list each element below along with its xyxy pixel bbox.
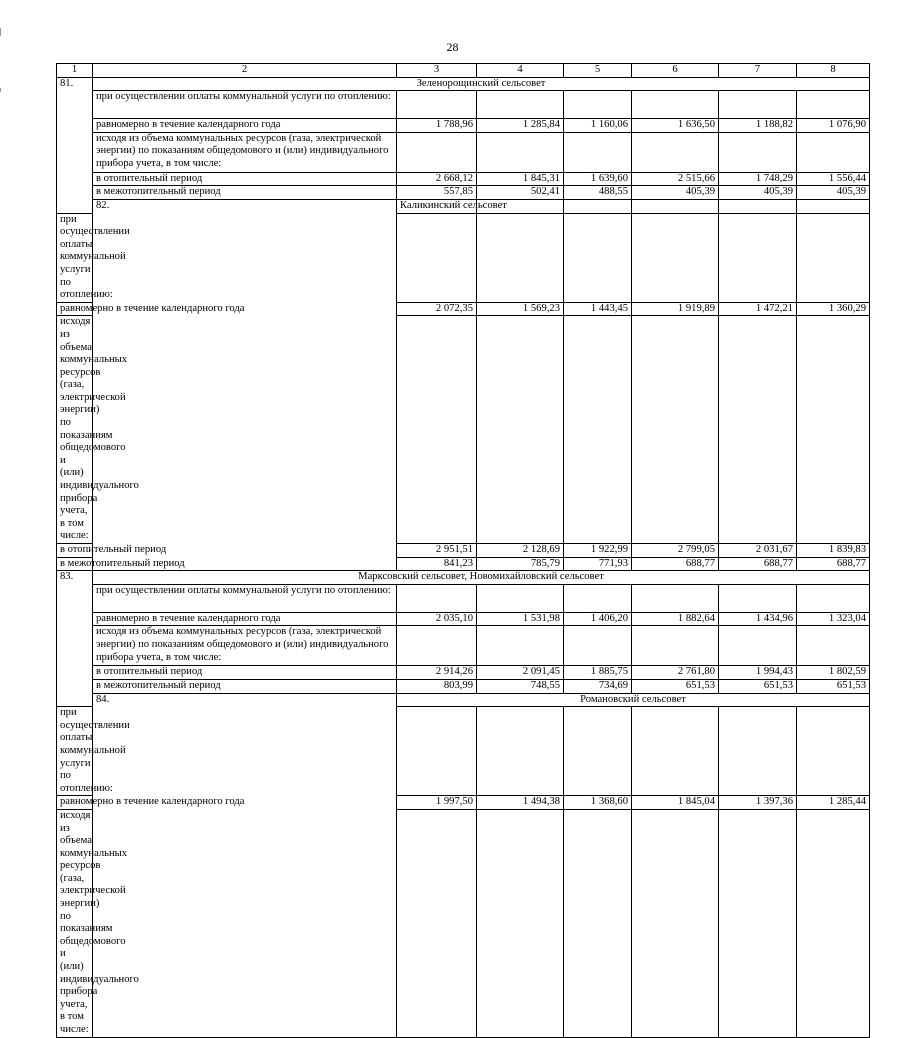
empty-cell bbox=[797, 707, 870, 796]
empty-cell bbox=[477, 132, 564, 172]
row-label: в межотопительный период bbox=[93, 186, 397, 200]
column-number-cell: 1 bbox=[57, 64, 93, 78]
value-cell: 1 556,44 bbox=[797, 172, 870, 186]
empty-cell bbox=[397, 809, 477, 1037]
column-number-cell: 2 bbox=[93, 64, 397, 78]
value-cell: 803,99 bbox=[397, 679, 477, 693]
empty-cell bbox=[719, 316, 797, 544]
empty-cell bbox=[477, 91, 564, 119]
value-cell: 2 914,26 bbox=[397, 666, 477, 680]
empty-cell bbox=[719, 584, 797, 612]
value-cell: 2 761,80 bbox=[632, 666, 719, 680]
empty-cell bbox=[797, 584, 870, 612]
row-label: в межотопительный период bbox=[93, 679, 397, 693]
value-cell: 405,39 bbox=[797, 186, 870, 200]
empty-cell bbox=[632, 707, 719, 796]
empty-cell bbox=[797, 626, 870, 666]
value-cell: 1 494,38 bbox=[477, 796, 564, 810]
metering-basis-label-row bbox=[57, 132, 870, 172]
scan-margin-mark bbox=[0, 88, 1, 92]
value-cell: 688,77 bbox=[797, 557, 870, 571]
value-cell: 841,23 bbox=[397, 557, 477, 571]
non-heating-period-row bbox=[57, 557, 870, 571]
value-cell: 688,77 bbox=[719, 557, 797, 571]
row-label: при осуществлении оплаты коммунальной услуги по отоплению: bbox=[93, 91, 397, 119]
non-heating-period-row bbox=[57, 186, 870, 200]
value-cell: 1 922,99 bbox=[564, 544, 632, 558]
column-number-cell: 8 bbox=[797, 64, 870, 78]
value-cell: 1 919,89 bbox=[632, 302, 719, 316]
empty-cell bbox=[632, 91, 719, 119]
empty-cell bbox=[564, 199, 632, 213]
column-number-cell: 6 bbox=[632, 64, 719, 78]
row-label: исходя из объема коммунальных ресурсов (газа, электрической энергии) по показаниям общедомового и (или) индивидуального прибора учета, в том числе: bbox=[57, 809, 93, 1037]
value-cell: 502,41 bbox=[477, 186, 564, 200]
value-cell: 1 434,96 bbox=[719, 612, 797, 626]
value-cell: 1 845,31 bbox=[477, 172, 564, 186]
value-cell: 1 285,84 bbox=[477, 119, 564, 133]
empty-cell bbox=[797, 199, 870, 213]
value-cell: 1 569,23 bbox=[477, 302, 564, 316]
row-label: в отопительный период bbox=[57, 544, 93, 558]
row-label: при осуществлении оплаты коммунальной услуги по отоплению: bbox=[57, 707, 93, 796]
value-cell: 1 994,43 bbox=[719, 666, 797, 680]
empty-cell bbox=[397, 316, 477, 544]
empty-cell bbox=[397, 584, 477, 612]
non-heating-period-row bbox=[57, 679, 870, 693]
empty-cell bbox=[719, 132, 797, 172]
value-cell: 557,85 bbox=[397, 186, 477, 200]
value-cell: 1 406,20 bbox=[564, 612, 632, 626]
section-header-row bbox=[57, 199, 870, 213]
value-cell: 651,53 bbox=[632, 679, 719, 693]
value-cell: 405,39 bbox=[719, 186, 797, 200]
value-cell: 1 997,50 bbox=[397, 796, 477, 810]
value-cell: 1 885,75 bbox=[564, 666, 632, 680]
column-number-cell: 4 bbox=[477, 64, 564, 78]
empty-cell bbox=[397, 132, 477, 172]
value-cell: 1 531,98 bbox=[477, 612, 564, 626]
section-number: 82. bbox=[93, 199, 397, 570]
empty-cell bbox=[632, 199, 719, 213]
row-label: исходя из объема коммунальных ресурсов (газа, электрической энергии) по показаниям общедомового и (или) индивидуального прибора учета, в том числе: bbox=[57, 316, 93, 544]
value-cell: 2 668,12 bbox=[397, 172, 477, 186]
tariff-table bbox=[56, 63, 870, 1038]
row-label: исходя из объема коммунальных ресурсов (газа, электрической энергии) по показаниям общедомового и (или) индивидуального прибора учета, в том числе: bbox=[93, 626, 397, 666]
municipality-name: Марксовский сельсовет, Новомихайловский сельсовет bbox=[93, 571, 870, 585]
value-cell: 1 472,21 bbox=[719, 302, 797, 316]
section-number: 83. bbox=[57, 571, 93, 707]
section-header-row bbox=[57, 571, 870, 585]
empty-cell bbox=[477, 626, 564, 666]
value-cell: 1 639,60 bbox=[564, 172, 632, 186]
empty-cell bbox=[719, 213, 797, 302]
empty-cell bbox=[719, 199, 797, 213]
value-cell: 1 845,04 bbox=[632, 796, 719, 810]
value-cell: 651,53 bbox=[797, 679, 870, 693]
empty-cell bbox=[564, 132, 632, 172]
value-cell: 771,93 bbox=[564, 557, 632, 571]
empty-cell bbox=[477, 707, 564, 796]
even-payment-row bbox=[57, 612, 870, 626]
value-cell: 2 799,05 bbox=[632, 544, 719, 558]
value-cell: 2 031,67 bbox=[719, 544, 797, 558]
value-cell: 1 788,96 bbox=[397, 119, 477, 133]
value-cell: 1 160,06 bbox=[564, 119, 632, 133]
value-cell: 1 323,04 bbox=[797, 612, 870, 626]
empty-cell bbox=[797, 132, 870, 172]
section-number: 81. bbox=[57, 77, 93, 213]
empty-cell bbox=[632, 132, 719, 172]
row-label: в отопительный период bbox=[93, 172, 397, 186]
value-cell: 1 188,82 bbox=[719, 119, 797, 133]
value-cell: 1 397,36 bbox=[719, 796, 797, 810]
empty-cell bbox=[564, 809, 632, 1037]
value-cell: 2 072,35 bbox=[397, 302, 477, 316]
empty-cell bbox=[632, 213, 719, 302]
empty-cell bbox=[632, 584, 719, 612]
value-cell: 1 882,64 bbox=[632, 612, 719, 626]
heating-period-row bbox=[57, 172, 870, 186]
row-label: равномерно в течение календарного года bbox=[93, 119, 397, 133]
empty-cell bbox=[564, 707, 632, 796]
value-cell: 2 515,66 bbox=[632, 172, 719, 186]
empty-cell bbox=[397, 626, 477, 666]
even-payment-row bbox=[57, 119, 870, 133]
row-label: при осуществлении оплаты коммунальной услуги по отоплению: bbox=[57, 213, 93, 302]
value-cell: 1 076,90 bbox=[797, 119, 870, 133]
value-cell: 2 091,45 bbox=[477, 666, 564, 680]
value-cell: 2 951,51 bbox=[397, 544, 477, 558]
empty-cell bbox=[397, 707, 477, 796]
value-cell: 785,79 bbox=[477, 557, 564, 571]
section-header-row bbox=[57, 693, 870, 707]
column-number-cell: 3 bbox=[397, 64, 477, 78]
value-cell: 1 839,83 bbox=[797, 544, 870, 558]
value-cell: 488,55 bbox=[564, 186, 632, 200]
metering-basis-label-row bbox=[57, 626, 870, 666]
empty-cell bbox=[797, 91, 870, 119]
value-cell: 1 368,60 bbox=[564, 796, 632, 810]
empty-cell bbox=[719, 809, 797, 1037]
row-label: равномерно в течение календарного года bbox=[57, 796, 93, 810]
empty-cell bbox=[564, 584, 632, 612]
row-label: равномерно в течение календарного года bbox=[93, 612, 397, 626]
municipality-name: Романовский сельсовет bbox=[397, 693, 870, 707]
empty-cell bbox=[797, 809, 870, 1037]
value-cell: 1 443,45 bbox=[564, 302, 632, 316]
column-number-row bbox=[57, 64, 870, 78]
column-number-cell: 5 bbox=[564, 64, 632, 78]
empty-cell bbox=[564, 213, 632, 302]
empty-cell bbox=[632, 626, 719, 666]
value-cell: 1 802,59 bbox=[797, 666, 870, 680]
empty-cell bbox=[797, 316, 870, 544]
value-cell: 651,53 bbox=[719, 679, 797, 693]
value-cell: 1 285,44 bbox=[797, 796, 870, 810]
scan-margin-mark bbox=[0, 28, 1, 36]
row-label: равномерно в течение календарного года bbox=[57, 302, 93, 316]
section-header-row bbox=[57, 77, 870, 91]
empty-cell bbox=[477, 213, 564, 302]
empty-cell bbox=[719, 626, 797, 666]
empty-cell bbox=[564, 316, 632, 544]
value-cell: 2 128,69 bbox=[477, 544, 564, 558]
row-label: в межотопительный период bbox=[57, 557, 93, 571]
empty-cell bbox=[477, 809, 564, 1037]
row-label: при осуществлении оплаты коммунальной услуги по отоплению: bbox=[93, 584, 397, 612]
empty-cell bbox=[632, 809, 719, 1037]
value-cell: 2 035,10 bbox=[397, 612, 477, 626]
empty-cell bbox=[719, 707, 797, 796]
section-number: 84. bbox=[93, 693, 397, 1037]
municipality-name: Зеленорощинский сельсовет bbox=[93, 77, 870, 91]
even-payment-row bbox=[57, 302, 870, 316]
value-cell: 748,55 bbox=[477, 679, 564, 693]
value-cell: 405,39 bbox=[632, 186, 719, 200]
row-label: исходя из объема коммунальных ресурсов (газа, электрической энергии) по показаниям общедомового и (или) индивидуального прибора учета, в том числе: bbox=[93, 132, 397, 172]
value-cell: 1 748,29 bbox=[719, 172, 797, 186]
value-cell: 1 360,29 bbox=[797, 302, 870, 316]
heat-payment-label-row bbox=[57, 91, 870, 119]
empty-cell bbox=[397, 213, 477, 302]
empty-cell bbox=[564, 626, 632, 666]
page-number: 28 bbox=[446, 40, 459, 54]
empty-cell bbox=[477, 584, 564, 612]
heating-period-row bbox=[57, 666, 870, 680]
municipality-name: Каликинский сельсовет bbox=[397, 199, 477, 213]
value-cell: 1 636,50 bbox=[632, 119, 719, 133]
empty-cell bbox=[397, 91, 477, 119]
value-cell: 734,69 bbox=[564, 679, 632, 693]
heat-payment-label-row bbox=[57, 584, 870, 612]
empty-cell bbox=[797, 213, 870, 302]
row-label: в отопительный период bbox=[93, 666, 397, 680]
empty-cell bbox=[632, 316, 719, 544]
value-cell: 688,77 bbox=[632, 557, 719, 571]
empty-cell bbox=[719, 91, 797, 119]
empty-cell bbox=[477, 316, 564, 544]
empty-cell bbox=[564, 91, 632, 119]
column-number-cell: 7 bbox=[719, 64, 797, 78]
table-body bbox=[57, 64, 870, 1038]
